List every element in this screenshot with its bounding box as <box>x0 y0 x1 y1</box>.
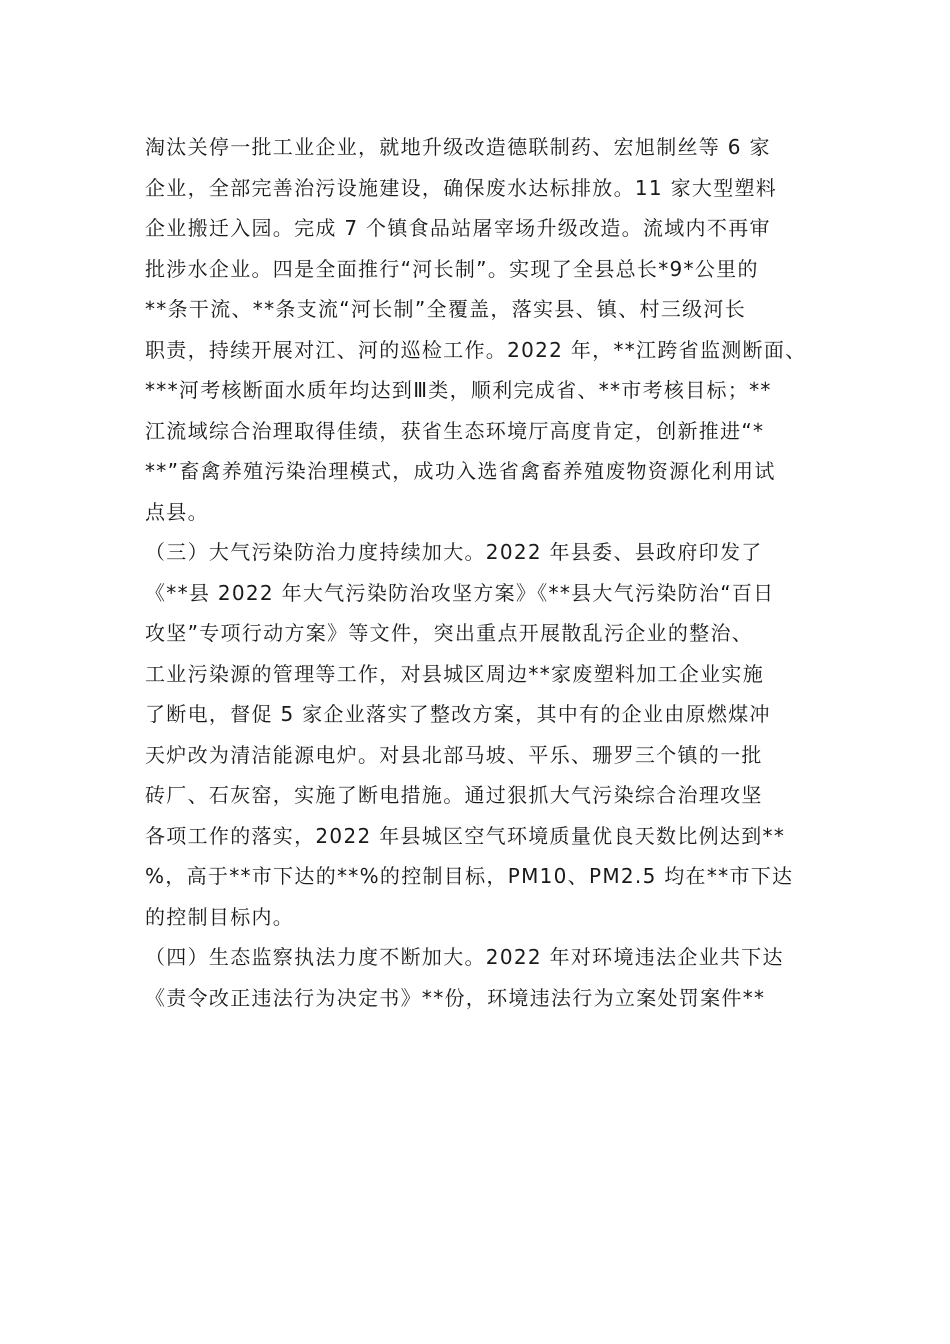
text-line: 各项工作的落实，2022 年县城区空气环境质量优良天数比例达到** <box>145 823 786 848</box>
text-line: 《责令改正违法行为决定书》**份，环境违法行为立案处罚案件** <box>145 985 766 1010</box>
text-line: 点县。 <box>145 499 209 524</box>
text-line: %，高于**市下达的**%的控制目标，PM10、PM2.5 均在**市下达 <box>145 864 794 888</box>
text-line: 企业，全部完善治污设施建设，确保废水达标排放。11 家大型塑料 <box>145 175 778 200</box>
text-line: **”畜禽养殖污染治理模式，成功入选省禽畜养殖废物资源化利用试 <box>145 459 776 483</box>
text-line: 的控制目标内。 <box>145 904 295 929</box>
text-line: 淘汰关停一批工业企业，就地升级改造德联制药、宏旭制丝等 6 家 <box>145 135 771 159</box>
text-line: 工业污染源的管理等工作，对县城区周边**家废塑料加工企业实施 <box>145 661 764 686</box>
text-line: （四）生态监察执法力度不断加大。2022 年对环境违法企业共下达 <box>145 945 784 969</box>
text-line: 企业搬迁入园。完成 7 个镇食品站屠宰场升级改造。流域内不再审 <box>145 216 771 240</box>
text-line: 了断电，督促 5 家企业落实了整改方案，其中有的企业由原燃煤冲 <box>145 702 771 726</box>
text-line: 《**县 2022 年大气污染防治攻坚方案》《**县大气污染防治“百日 <box>145 580 775 605</box>
text-line: 天炉改为清洁能源电炉。对县北部马坡、平乐、珊罗三个镇的一批 <box>145 742 763 767</box>
body-text <box>145 127 810 1018</box>
text-line: 攻坚”专项行动方案》等文件，突出重点开展散乱污企业的整治、 <box>145 621 754 645</box>
text-line: 职责，持续开展对江、河的巡检工作。2022 年，**江跨省监测断面、 <box>145 337 807 362</box>
text-line: （三）大气污染防治力度持续加大。2022 年县委、县政府印发了 <box>145 540 763 564</box>
text-line: **条干流、**条支流“河长制”全覆盖，落实县、镇、村三级河长 <box>145 297 747 321</box>
text-line: 批涉水企业。四是全面推行“河长制”。实现了全县总长*9*公里的 <box>145 256 759 281</box>
text-line: 砖厂、石灰窑，实施了断电措施。通过狠抓大气污染综合治理攻坚 <box>145 783 763 807</box>
text-line: ***河考核断面水质年均达到Ⅲ类，顺利完成省、**市考核目标；** <box>145 378 772 402</box>
text-line: 江流域综合治理取得佳绩，获省生态环境厅高度肯定，创新推进“* <box>145 418 765 443</box>
